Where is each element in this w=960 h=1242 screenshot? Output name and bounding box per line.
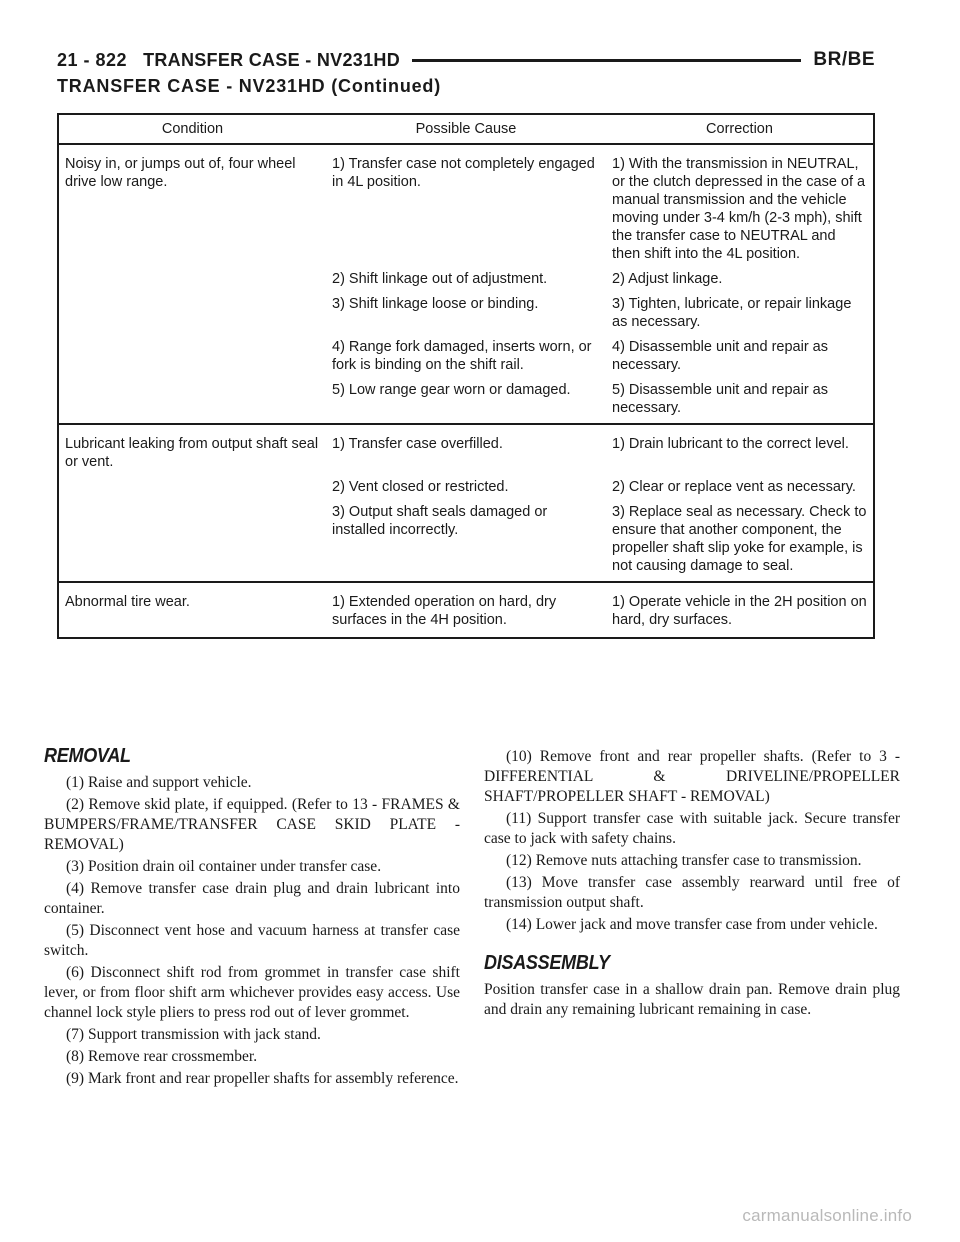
- condition-cell: Noisy in, or jumps out of, four wheel drive low range.: [65, 156, 296, 190]
- table-row: [58, 424, 874, 475]
- correction-cell: 1) Operate vehicle in the 2H position on hard, dry surfaces.: [612, 594, 867, 628]
- table-row: [58, 292, 874, 335]
- cause-cell: 2) Shift linkage out of adjustment.: [332, 271, 548, 287]
- condition-cell: Abnormal tire wear.: [65, 594, 190, 610]
- right-column: [484, 738, 900, 1022]
- page-number: 21 - 822: [57, 49, 128, 70]
- cause-cell: 2) Vent closed or restricted.: [332, 479, 509, 495]
- left-column: [44, 738, 460, 1091]
- correction-cell: 3) Tighten, lubricate, or repair linkage as necessary.: [612, 296, 852, 330]
- continued-title: TRANSFER CASE - NV231HD (Continued): [57, 76, 442, 96]
- removal-step: (5) Disconnect vent hose and vacuum harness at transfer case switch.: [44, 922, 460, 959]
- removal-step: (14) Lower jack and move transfer case from under vehicle.: [506, 916, 878, 933]
- table-row: [58, 500, 874, 582]
- correction-cell: 2) Clear or replace vent as necessary.: [612, 479, 856, 495]
- removal-step: (8) Remove rear crossmember.: [66, 1048, 258, 1065]
- table-row: [58, 582, 874, 638]
- header-rule: [412, 59, 801, 62]
- removal-heading: REMOVAL: [44, 745, 131, 767]
- removal-step: (13) Move transfer case assembly rearward until free of transmission output shaft.: [484, 874, 900, 911]
- watermark: carmanualsonline.info: [742, 1206, 912, 1225]
- table-row: [58, 335, 874, 378]
- table-header-row: [58, 114, 874, 144]
- correction-cell: 4) Disassemble unit and repair as necessary.: [612, 339, 828, 373]
- removal-step: (11) Support transfer case with suitable jack. Secure transfer case to jack with safety chains.: [484, 810, 900, 847]
- column-header-cause: Possible Cause: [326, 114, 606, 144]
- condition-cell: Lubricant leaking from output shaft seal or vent.: [65, 436, 319, 470]
- correction-cell: 2) Adjust linkage.: [612, 271, 723, 287]
- removal-step: (4) Remove transfer case drain plug and drain lubricant into container.: [44, 880, 460, 917]
- diagnosis-table: [57, 113, 875, 639]
- model-code: BR/BE: [813, 49, 875, 70]
- correction-cell: 1) With the transmission in NEUTRAL, or the clutch depressed in the case of a manual transmission and the vehicle moving under 3-4 km/h (2-3 mph), shift the transfer case to NEUTRAL and then shift into the 4L position.: [612, 156, 866, 262]
- removal-step: (12) Remove nuts attaching transfer case to transmission.: [506, 852, 862, 869]
- removal-step: (9) Mark front and rear propeller shafts for assembly reference.: [66, 1070, 459, 1087]
- cause-cell: 1) Extended operation on hard, dry surfaces in the 4H position.: [332, 594, 557, 628]
- column-header-correction: Correction: [606, 114, 874, 144]
- cause-cell: 4) Range fork damaged, inserts worn, or fork is binding on the shift rail.: [332, 339, 592, 373]
- table-row: [58, 475, 874, 500]
- disassembly-heading: DISASSEMBLY: [484, 952, 610, 974]
- correction-cell: 5) Disassemble unit and repair as necessary.: [606, 378, 874, 424]
- page-header: [57, 44, 875, 76]
- header-title: TRANSFER CASE - NV231HD: [143, 49, 401, 70]
- cause-cell: 3) Output shaft seals damaged or installed incorrectly.: [326, 500, 606, 582]
- disassembly-text: Position transfer case in a shallow drain pan. Remove drain plug and drain any remaining lubricant remaining in case.: [484, 981, 900, 1018]
- removal-step: (3) Position drain oil container under transfer case.: [66, 858, 382, 875]
- table-row: [58, 378, 874, 424]
- removal-step: (7) Support transmission with jack stand.: [66, 1026, 321, 1043]
- removal-step: (10) Remove front and rear propeller shafts. (Refer to 3 - DIFFERENTIAL & DRIVELINE/PROPELLER SHAFT/PROPELLER SHAFT - REMOVAL): [484, 748, 900, 805]
- table-row: [58, 144, 874, 267]
- removal-step: (2) Remove skid plate, if equipped. (Refer to 13 - FRAMES & BUMPERS/FRAME/TRANSFER CASE SKID PLATE - REMOVAL): [44, 796, 460, 853]
- table-row: [58, 267, 874, 292]
- cause-cell: 1) Transfer case overfilled.: [332, 436, 503, 452]
- column-header-condition: Condition: [58, 114, 326, 144]
- removal-step: (6) Disconnect shift rod from grommet in transfer case shift lever, or from floor shift arm whichever provides easy access. Use channel lock style pliers to press rod out of lever grommet.: [44, 964, 460, 1021]
- cause-cell: 5) Low range gear worn or damaged.: [326, 378, 606, 424]
- correction-cell: 3) Replace seal as necessary. Check to ensure that another component, the propeller shaft slip yoke for example, is not causing damage to seal.: [606, 500, 874, 582]
- correction-cell: 1) Drain lubricant to the correct level.: [612, 436, 849, 452]
- cause-cell: 1) Transfer case not completely engaged in 4L position.: [332, 156, 595, 190]
- cause-cell: 3) Shift linkage loose or binding.: [332, 296, 539, 312]
- removal-step: (1) Raise and support vehicle.: [66, 774, 252, 791]
